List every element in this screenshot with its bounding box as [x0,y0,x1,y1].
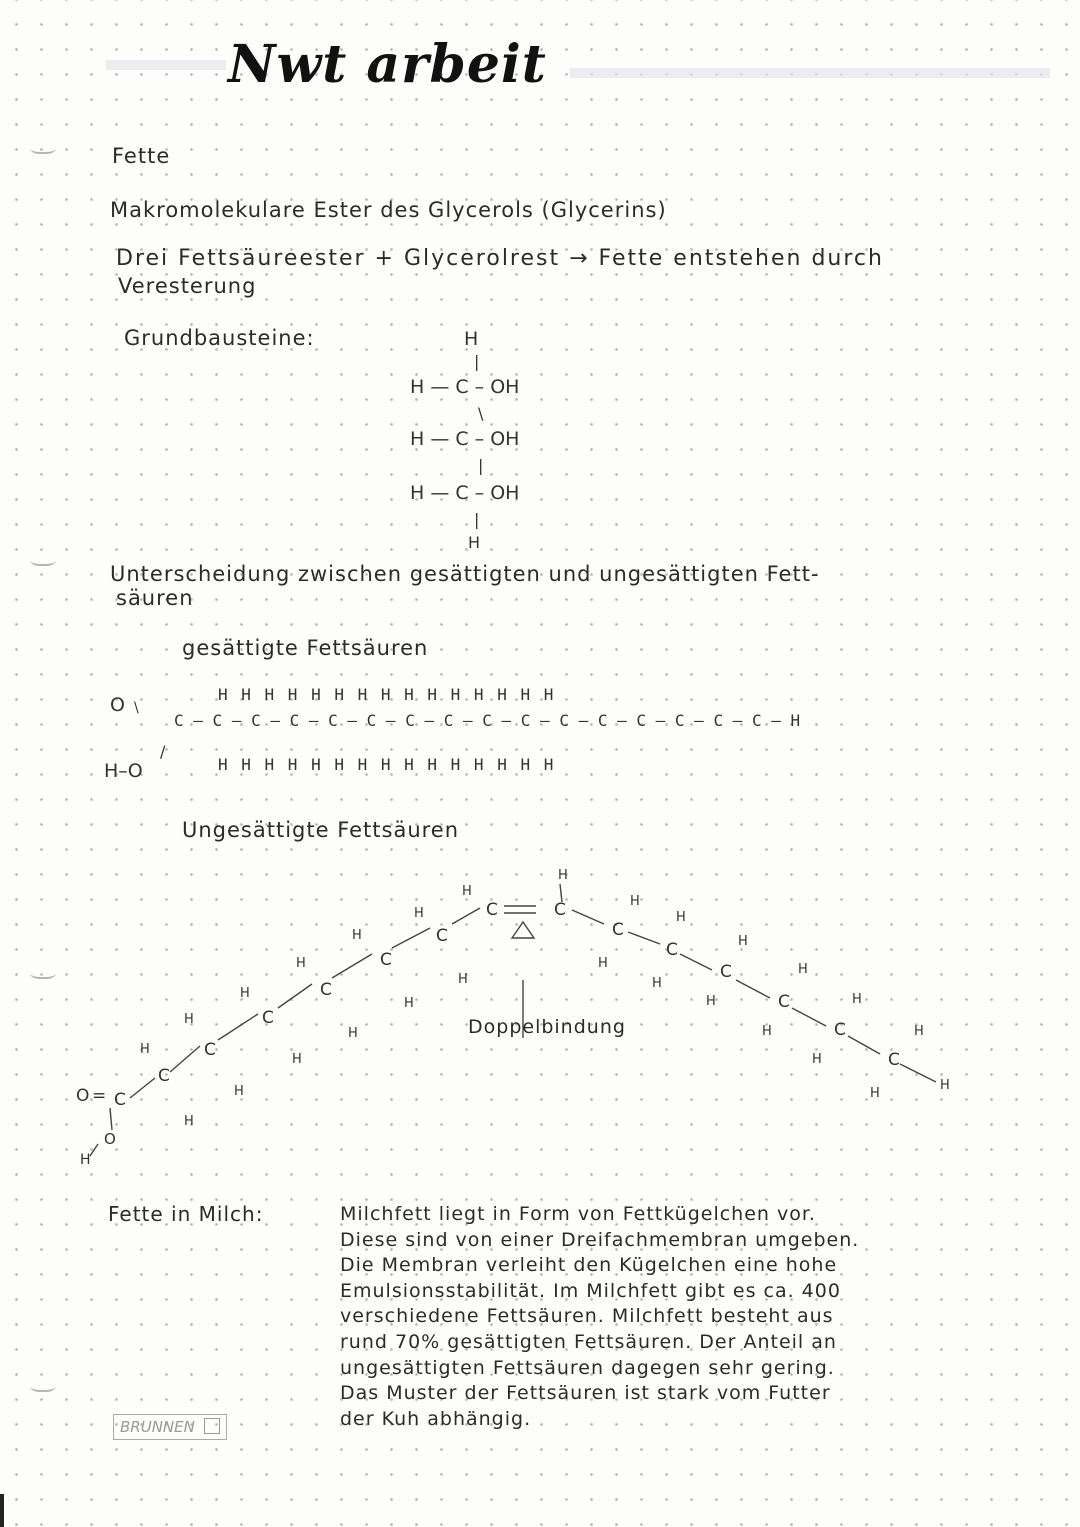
page-edge-mark [0,1494,4,1527]
glycerol-row-2: H — C – OH [410,428,520,450]
carbonyl-o: O [110,694,125,716]
atom-h: H [140,1042,150,1057]
atom-h: H [652,976,662,991]
atom-c: C [486,900,498,920]
atom-h: H [240,986,250,1001]
faint-band [570,68,1050,78]
atom-h: H [352,928,362,943]
atom-c: C [778,992,790,1012]
bottom-hydrogen-row: H H H H H H H H H H H H H H H [218,755,554,774]
bond-vertical: \ [478,404,484,423]
atom-h: H [292,1052,302,1067]
milk-label: Fette in Milch: [108,1202,264,1226]
doppelbindung-label: Doppelbindung [468,1016,626,1038]
formation-line: Drei Fettsäureester + Glycerolrest → Fette entstehen durch [116,246,884,271]
atom-h: H [348,1026,358,1041]
atom-h: H [558,868,568,883]
atom-c: C [834,1020,846,1040]
atom-h: H [598,956,608,971]
atom-c: C [158,1066,170,1086]
atom-c: C [554,900,566,920]
punch-hole-mark [30,1378,56,1392]
atom-c: C [436,926,448,946]
brand-text: BRUNNEN [120,1418,195,1436]
brand-logo [113,1414,227,1440]
faint-band [106,60,226,70]
atom-o: O [104,1130,116,1148]
atom-h: H [940,1078,950,1093]
punch-hole-mark [30,140,56,154]
atom-c: C [666,940,678,960]
milk-line: rund 70% gesättigten Fettsäuren. Der Anteil an [340,1330,837,1353]
atom-h: H [914,1024,924,1039]
glycerol-row-1: H — C – OH [410,376,520,398]
atom-h: H [414,906,424,921]
atom-h: H [798,962,808,977]
saturated-heading: gesättigte Fettsäuren [182,636,429,660]
glycerol-bottom-h: H [468,533,481,552]
grundbausteine-label: Grundbausteine: [124,326,315,350]
atom-h: H [630,894,640,909]
bond-vertical: | [474,352,480,371]
punch-hole-mark [30,552,56,566]
section-heading-fette: Fette [112,144,171,168]
definition-line: Makromolekulare Ester des Glycerols (Glycerins) [110,198,667,222]
distinction-line-cont: säuren [116,586,194,610]
hydroxyl-group: H–O [104,760,143,782]
atom-h: H [458,972,468,987]
milk-line: der Kuh abhängig. [340,1407,532,1430]
atom-h: H [296,956,306,971]
milk-line: ungesättigten Fettsäuren dagegen sehr gering. [340,1356,835,1379]
atom-c: C [262,1008,274,1028]
atom-h: H [184,1012,194,1027]
unsaturated-heading: Ungesättigte Fettsäuren [182,818,460,842]
milk-line: Milchfett liegt in Form von Fettkügelchen vor. [340,1203,816,1225]
formation-line-cont: Veresterung [118,274,257,298]
atom-h: H [404,996,414,1011]
atom-o: O [76,1086,90,1106]
milk-line: Die Membran verleiht den Kügelchen eine hohe [340,1254,838,1277]
atom-h: H [706,994,716,1009]
brand-icon [204,1418,220,1434]
atom-c: C [720,962,732,982]
atom-h: H [762,1024,772,1039]
unsaturated-fatty-acid-diagram [0,850,1080,1180]
double-bond: \ [134,700,139,716]
milk-line: Emulsionsstabilität. Im Milchfett gibt es ca. 400 [340,1279,841,1302]
top-hydrogen-row: H H H H H H H H H H H H H H H [218,685,554,704]
atom-c: C [612,920,624,940]
distinction-line: Unterscheidung zwischen gesättigten und ungesättigten Fett- [110,562,820,586]
atom-h: H [184,1114,194,1129]
atom-c: C [320,980,332,1000]
atom-eq: = [92,1086,107,1106]
milk-line: Diese sind von einer Dreifachmembran umgeben. [340,1228,860,1251]
atom-c: C [204,1040,216,1060]
atom-h: H [676,910,686,925]
milk-line: Das Muster der Fettsäuren ist stark vom Futter [340,1382,831,1405]
atom-h: H [234,1084,244,1099]
milk-paragraph [340,1202,1030,1432]
atom-h: H [80,1152,91,1168]
bond-vertical: | [478,456,484,475]
atom-h: H [738,934,748,949]
carbon-chain: C – C – C – C – C – C – C – C – C – C – C – C – C – C – C – C – H [174,711,801,730]
atom-h: H [870,1086,880,1101]
atom-c: C [380,950,392,970]
atom-h: H [852,992,862,1007]
atom-c: C [888,1050,900,1070]
atom-c: C [114,1090,126,1110]
glycerol-top-h: H [464,328,479,350]
glycerol-row-3: H — C – OH [410,482,520,504]
milk-line: verschiedene Fettsäuren. Milchfett besteht aus [340,1305,834,1328]
atom-h: H [812,1052,822,1067]
single-bond: / [160,742,166,761]
bond-vertical: | [474,510,480,529]
atom-h: H [462,884,472,899]
page-title: Nwt arbeit [228,34,547,95]
